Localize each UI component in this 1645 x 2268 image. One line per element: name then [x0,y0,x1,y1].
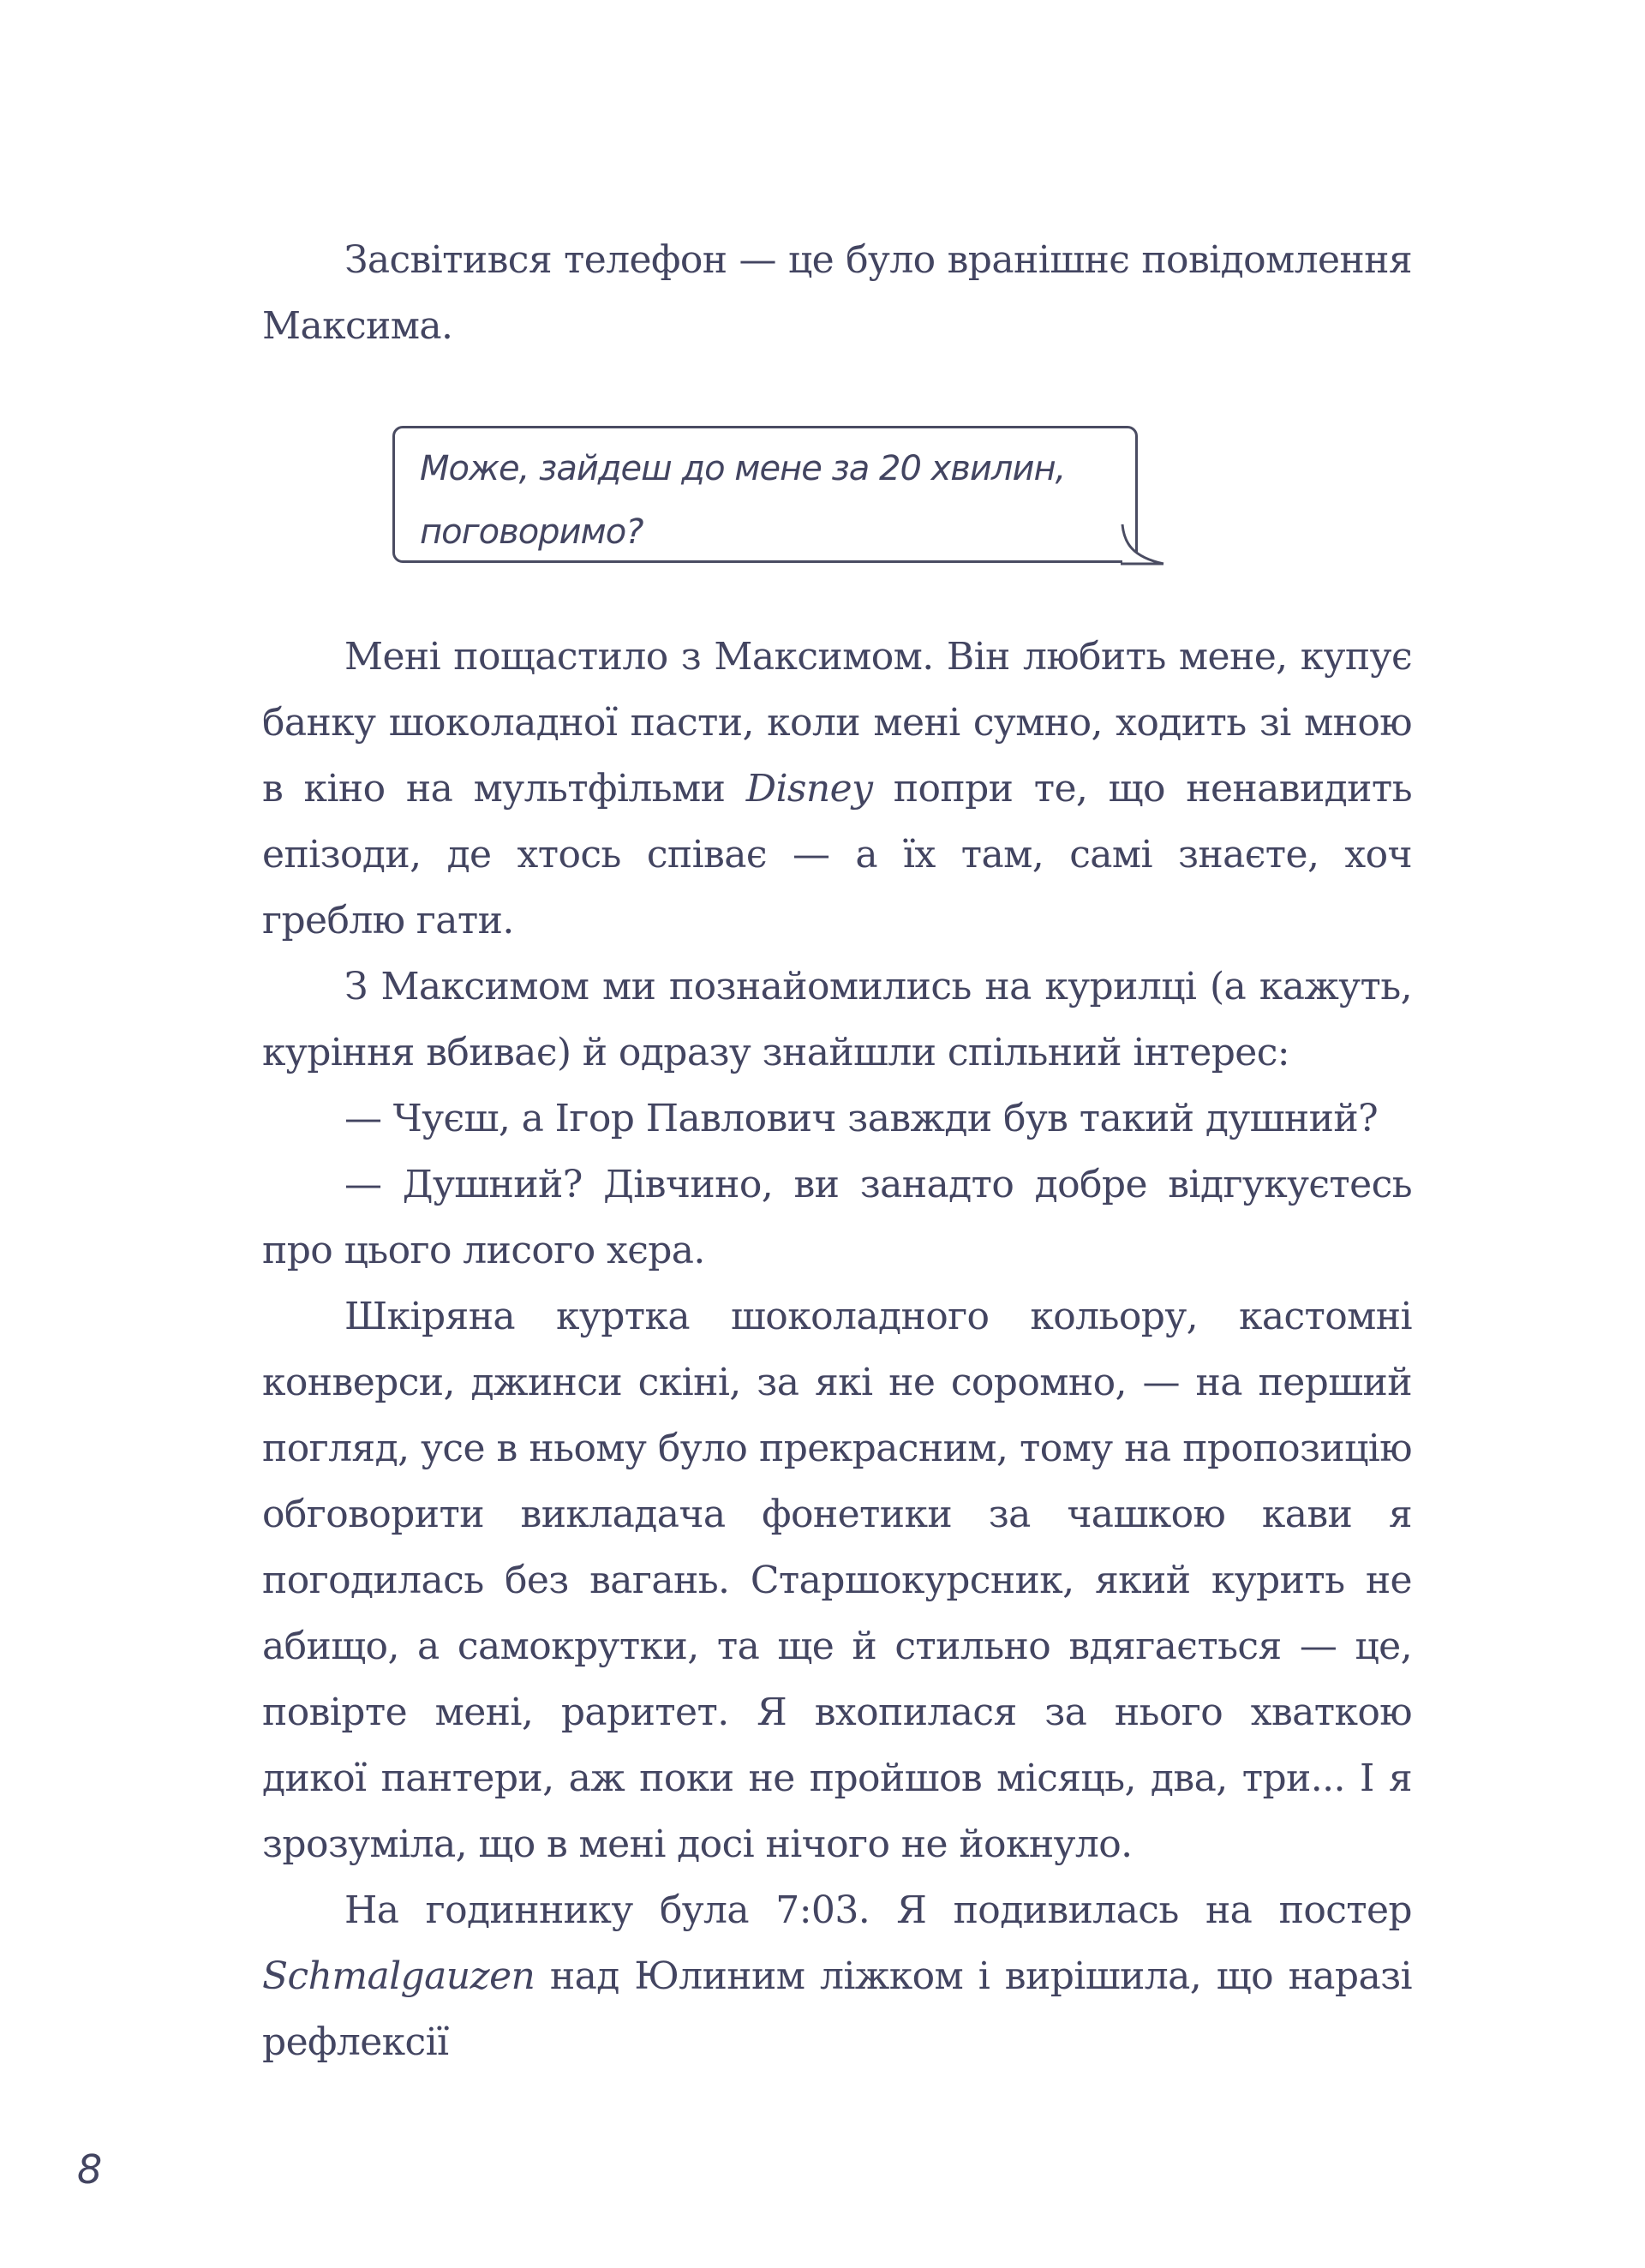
paragraph-4-text-b: над Юлиним ліжком і вирішила, що наразі рефлексії [262,1954,1412,2064]
paragraph-2: З Максимом ми познайомились на курилці (а кажуть, куріння вбиває) й одразу знайшли спільний інтерес: [262,965,1412,1074]
paragraph-1-text-a: Мені пощастило з Максимом. Він любить мене, купує банку шоколадної пасти, коли мені сумно, ходить зі мною в кіно на мультфільми [262,635,1412,811]
message-text [420,437,1105,564]
paragraph-4-text-a: На годиннику була 7:03. Я подивилась на постер [344,1888,1412,1932]
page-number: 8 [77,2146,103,2193]
message-line-1: Може, зайдеш до мене за 20 хвилин, [420,449,1066,488]
speech-bubble-tail-icon [1121,524,1165,566]
disney-italic: Disney [745,767,873,811]
dialog-line-1: — Чуєш, а Ігор Павлович завжди був такий душний? [344,1097,1379,1140]
paragraph-4 [262,1877,1412,2075]
body-text [262,624,1412,2075]
schmalgauzen-italic: Schmalgauzen [262,1954,535,1998]
dialog-line-2: — Душний? Дівчино, ви занадто добре відгукуєтесь про цього лисого хєра. [262,1163,1412,1272]
intro-paragraph: Засвітився телефон — це було вранішнє повідомлення Максима. [262,238,1412,348]
paragraph-1 [262,624,1412,954]
intro-text [262,227,1412,359]
paragraph-1-text-b: попри те, що ненавидить епізоди, де хтось співає — а їх там, самі знаєте, хоч греблю гати. [262,767,1412,943]
paragraph-3: Шкіряна куртка шоколадного кольору, кастомні конверси, джинси скіні, за які не соромно, — на перший погляд, усе в ньому було прекрасним, тому на пропозицію обговорити викладача фонетики за чашкою кави я погодилась без вагань. Старшокурсник, який курить не абищо, а самокрутки, та ще й стильно вдягається — це, повірте мені, раритет. Я вхопилася за нього хваткою дикої пантери, аж поки не пройшов місяць, два, три... І я зрозуміла, що в мені досі нічого не йокнуло. [262,1295,1412,1866]
message-line-2: поговоримо? [420,512,643,552]
